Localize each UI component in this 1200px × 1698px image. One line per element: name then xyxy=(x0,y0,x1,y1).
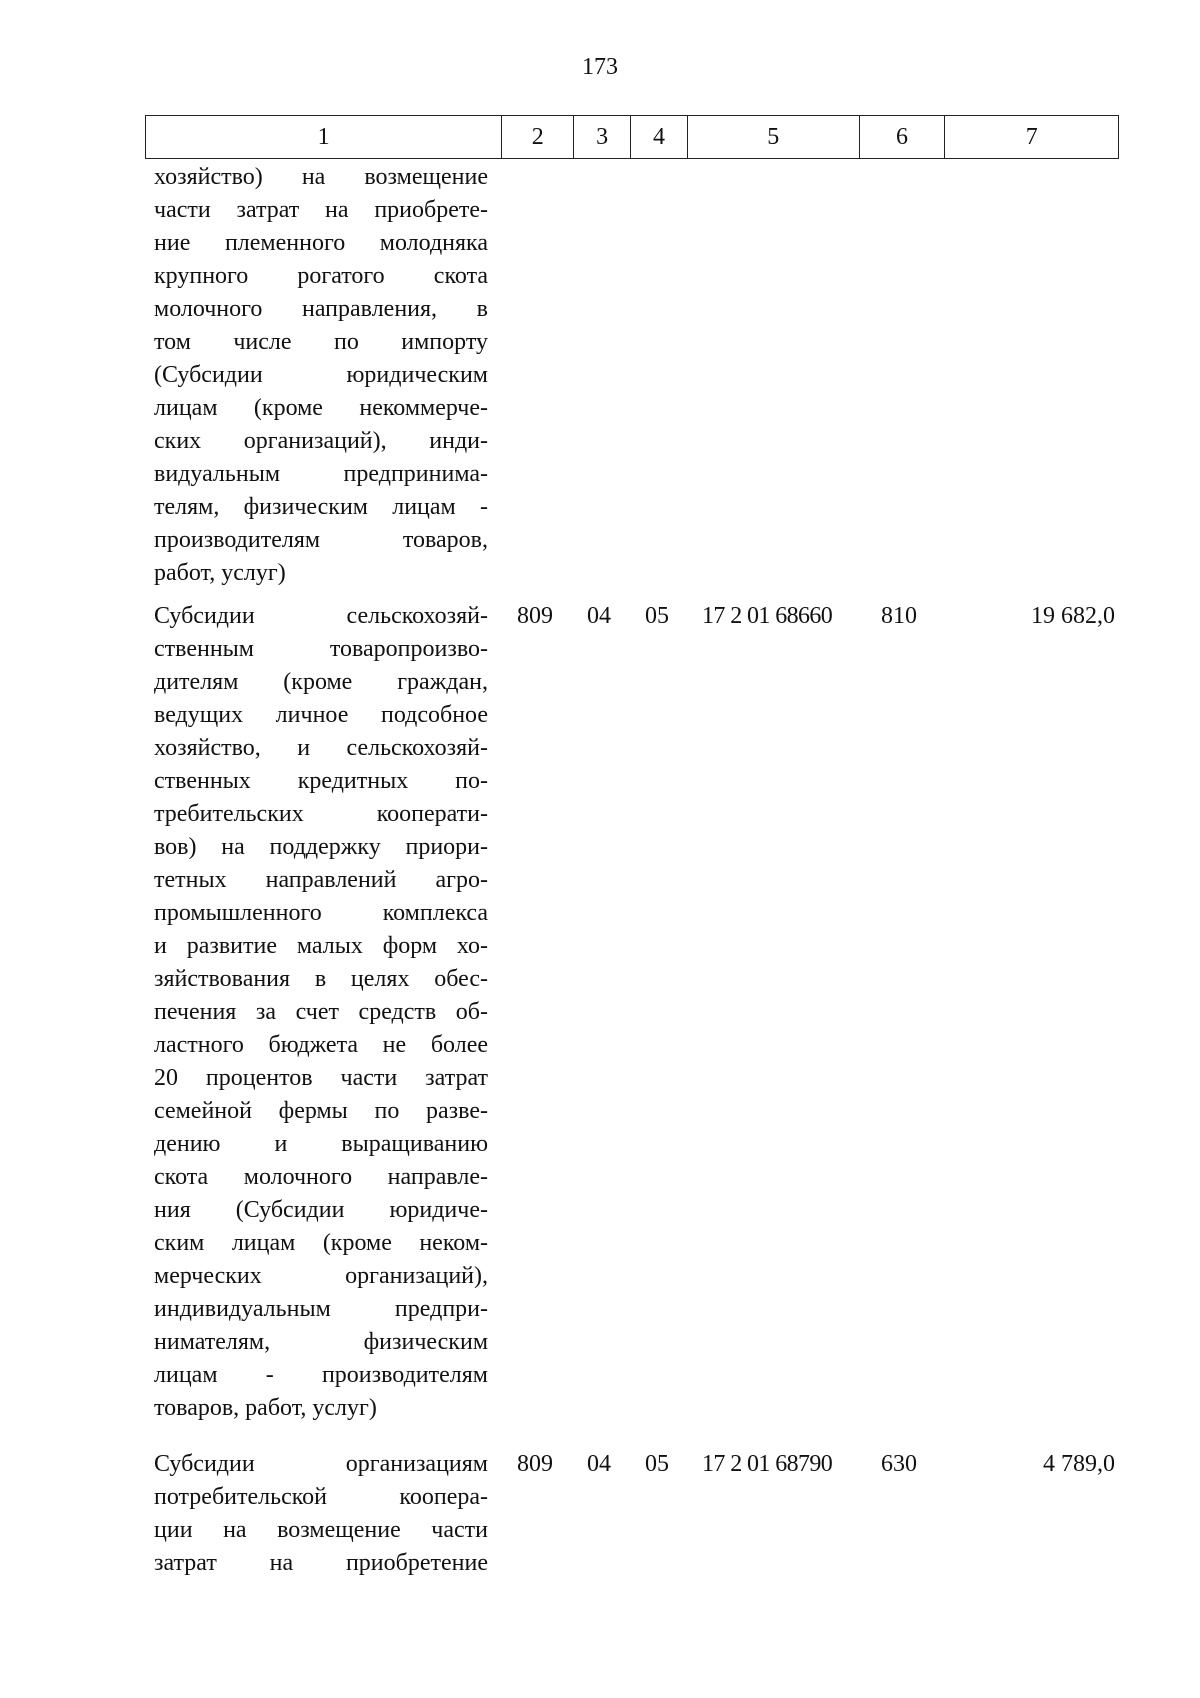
description-line: производителям товаров, xyxy=(154,527,488,553)
header-cell-3: 3 xyxy=(574,116,631,158)
header-cell-1: 1 xyxy=(146,116,502,158)
description-line: затрат на приобретение xyxy=(154,1550,488,1576)
description-line: промышленного комплекса xyxy=(154,900,488,926)
description-line: Субсидии организациям xyxy=(154,1451,488,1477)
description-line: скота молочного направле- xyxy=(154,1164,488,1190)
description-line: тетных направлений агро- xyxy=(154,867,488,893)
description-line: лицам (кроме некоммерче- xyxy=(154,395,488,421)
description-line: (Субсидии юридическим xyxy=(154,362,488,388)
description-line: крупного рогатого скота xyxy=(154,263,488,289)
description-line: видуальным предпринима- xyxy=(154,461,488,487)
description-line: дителям (кроме граждан, xyxy=(154,669,488,695)
cell-ministry-code: 809 xyxy=(517,1451,553,1477)
description-line: товаров, работ, услуг) xyxy=(154,1395,377,1421)
cell-target-article: 17 2 01 68790 xyxy=(702,1451,833,1477)
description-line: ственных кредитных по- xyxy=(154,768,488,794)
description-line: дению и выращиванию xyxy=(154,1131,488,1157)
description-line: ние племенного молодняка xyxy=(154,230,488,256)
description-line: мерческих организаций), xyxy=(154,1263,488,1289)
cell-amount: 4 789,0 xyxy=(1043,1451,1115,1477)
description-line: работ, услуг) xyxy=(154,560,286,586)
row-description xyxy=(154,161,488,590)
description-line: печения за счет средств об- xyxy=(154,999,488,1025)
description-line: ластного бюджета не более xyxy=(154,1032,488,1058)
description-line: ведущих личное подсобное xyxy=(154,702,488,728)
description-line: ских организаций), инди- xyxy=(154,428,488,454)
cell-subsection: 05 xyxy=(645,603,669,629)
description-line: индивидуальным предпри- xyxy=(154,1296,488,1322)
header-cell-5: 5 xyxy=(688,116,860,158)
description-line: 20 процентов части затрат xyxy=(154,1065,488,1091)
description-line: телям, физическим лицам - xyxy=(154,494,488,520)
description-line: семейной фермы по разве- xyxy=(154,1098,488,1124)
description-line: ственным товаропроизво- xyxy=(154,636,488,662)
description-line: Субсидии сельскохозяй- xyxy=(154,603,488,629)
table-header-row xyxy=(145,115,1119,159)
cell-section: 04 xyxy=(587,1451,611,1477)
description-line: и развитие малых форм хо- xyxy=(154,933,488,959)
cell-expense-type: 810 xyxy=(881,603,917,629)
cell-expense-type: 630 xyxy=(881,1451,917,1477)
row-description xyxy=(154,1448,488,1580)
description-line: вов) на поддержку приори- xyxy=(154,834,488,860)
header-cell-4: 4 xyxy=(631,116,688,158)
description-line: хозяйство, и сельскохозяй- xyxy=(154,735,488,761)
cell-section: 04 xyxy=(587,603,611,629)
description-line: требительских кооперати- xyxy=(154,801,488,827)
cell-target-article: 17 2 01 68660 xyxy=(702,603,833,629)
page-number: 173 xyxy=(582,54,618,80)
row-description xyxy=(154,600,488,1425)
description-line: ским лицам (кроме неком- xyxy=(154,1230,488,1256)
description-line: хозяйство) на возмещение xyxy=(154,164,488,190)
header-cell-6: 6 xyxy=(860,116,946,158)
description-line: том числе по импорту xyxy=(154,329,488,355)
description-line: молочного направления, в xyxy=(154,296,488,322)
description-line: потребительской коопера- xyxy=(154,1484,488,1510)
description-line: зяйствования в целях обес- xyxy=(154,966,488,992)
cell-subsection: 05 xyxy=(645,1451,669,1477)
header-cell-2: 2 xyxy=(502,116,574,158)
cell-ministry-code: 809 xyxy=(517,603,553,629)
description-line: части затрат на приобрете- xyxy=(154,197,488,223)
description-line: ния (Субсидии юридиче- xyxy=(154,1197,488,1223)
description-line: нимателям, физическим xyxy=(154,1329,488,1355)
description-line: лицам - производителям xyxy=(154,1362,488,1388)
description-line: ции на возмещение части xyxy=(154,1517,488,1543)
cell-amount: 19 682,0 xyxy=(1031,603,1115,629)
header-cell-7: 7 xyxy=(1025,123,1038,150)
